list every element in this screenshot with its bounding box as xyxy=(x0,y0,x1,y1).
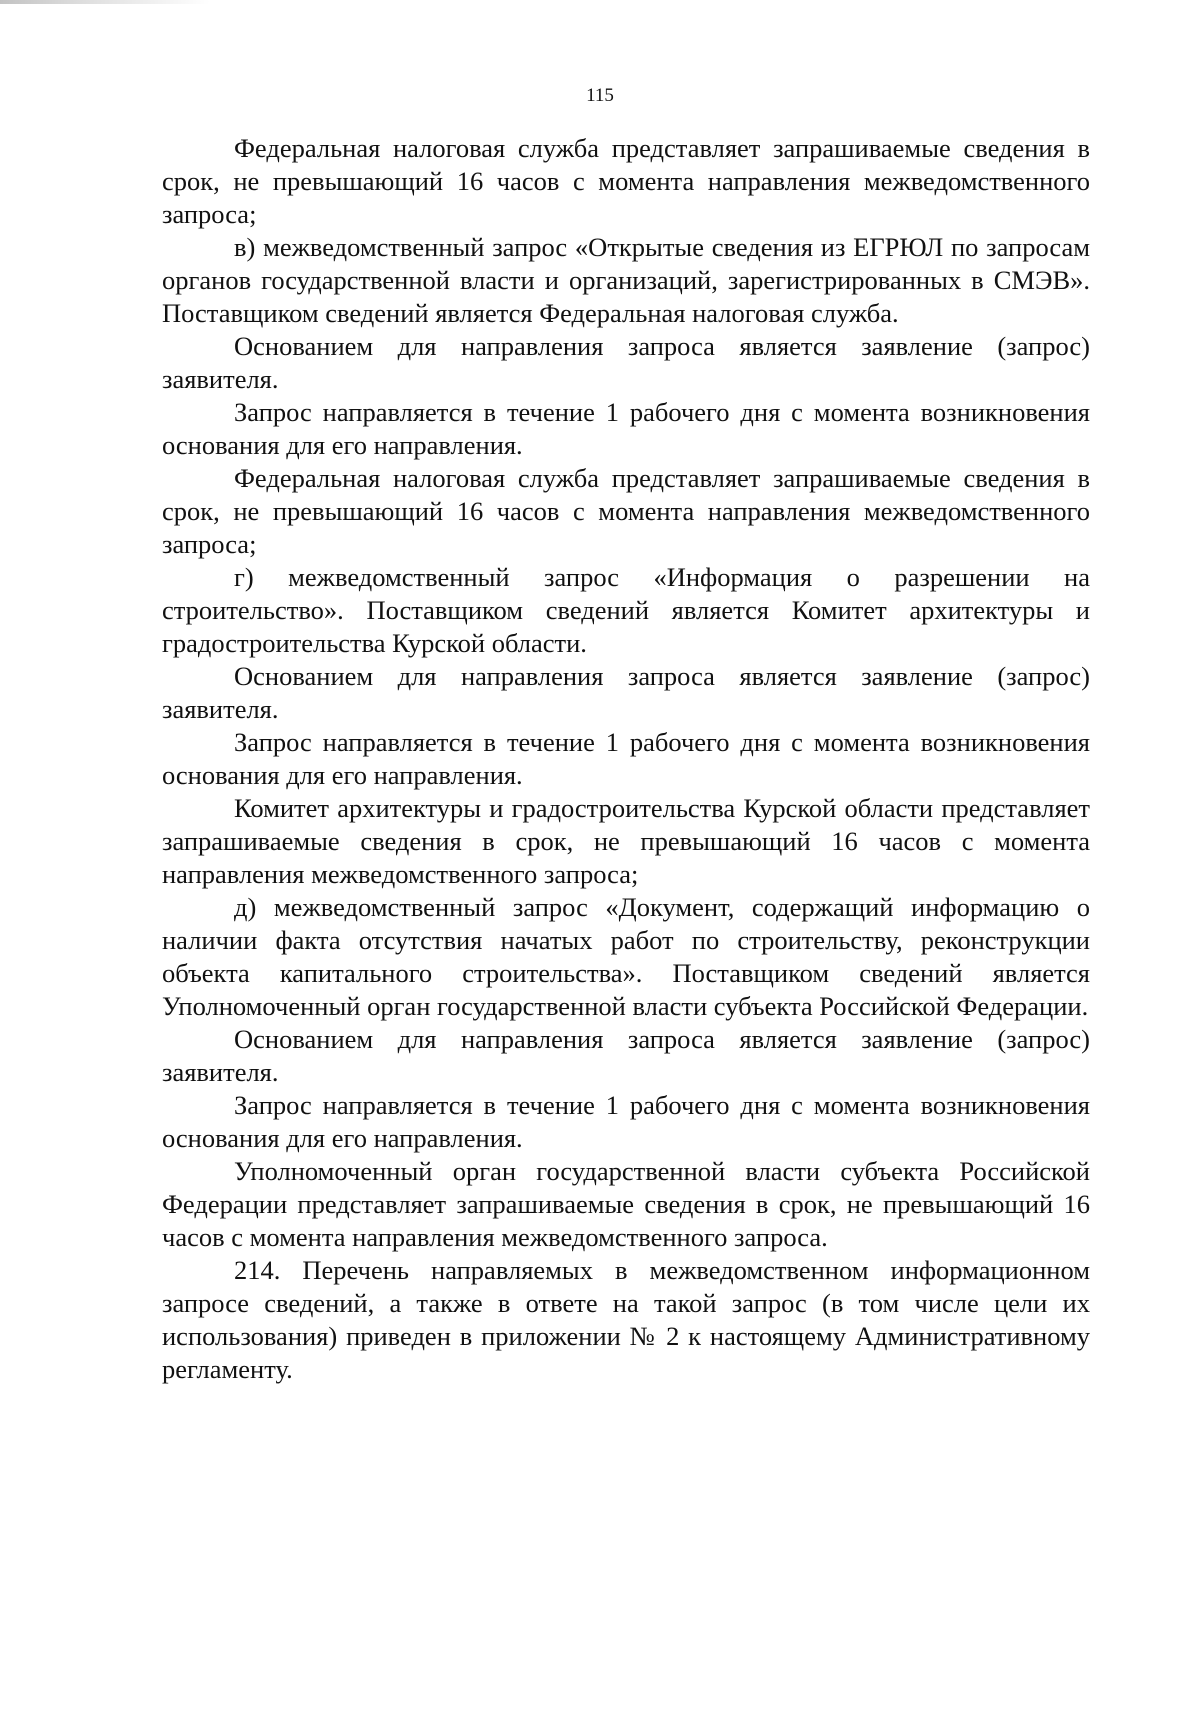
paragraph-timing-2: Запрос направляется в течение 1 рабочего дня с момента возникновения основания для его направления. xyxy=(162,727,1090,790)
paragraph-authority-deadline: Уполномоченный орган государственной власти субъекта Российской Федерации представляет запрашиваемые сведения в срок, не превышающий 16 часов с момента направления межведомственного запроса. xyxy=(162,1156,1090,1252)
paragraph-request-g-permit: г) межведомственный запрос «Информация о разрешении на строительство». Поставщиком сведений является Комитет архитектуры и градостроительства Курской области. xyxy=(162,562,1090,658)
scan-edge-artifact xyxy=(0,0,210,4)
page-number: 115 xyxy=(586,85,614,106)
paragraph-basis-1: Основанием для направления запроса является заявление (запрос) заявителя. xyxy=(162,331,1090,394)
paragraph-committee-deadline: Комитет архитектуры и градостроительства Курской области представляет запрашиваемые сведения в срок, не превышающий 16 часов с момента направления межведомственного запроса; xyxy=(162,793,1090,889)
paragraph-timing-1: Запрос направляется в течение 1 рабочего дня с момента возникновения основания для его направления. xyxy=(162,397,1090,460)
paragraph-request-d-document: д) межведомственный запрос «Документ, содержащий информацию о наличии факта отсутствия начатых работ по строительству, реконструкции объекта капитального строительства». Поставщиком сведений является Уполномоченный орган государственной власти субъекта Российской Федерации. xyxy=(162,892,1090,1021)
paragraph-request-v-egrul: в) межведомственный запрос «Открытые сведения из ЕГРЮЛ по запросам органов государственной власти и организаций, зарегистрированных в СМЭВ». Поставщиком сведений является Федеральная налоговая служба. xyxy=(162,232,1090,328)
paragraph-timing-3: Запрос направляется в течение 1 рабочего дня с момента возникновения основания для его направления. xyxy=(162,1090,1090,1153)
document-body xyxy=(162,132,1090,1386)
paragraph-item-214: 214. Перечень направляемых в межведомственном информационном запросе сведений, а также в ответе на такой запрос (в том числе цели их использования) приведен в приложении № 2 к настоящему Административному регламенту. xyxy=(162,1255,1090,1384)
paragraph-fns-deadline-1: Федеральная налоговая служба представляет запрашиваемые сведения в срок, не превышающий 16 часов с момента направления межведомственного запроса; xyxy=(162,133,1090,229)
paragraph-fns-deadline-2: Федеральная налоговая служба представляет запрашиваемые сведения в срок, не превышающий 16 часов с момента направления межведомственного запроса; xyxy=(162,463,1090,559)
paragraph-basis-3: Основанием для направления запроса является заявление (запрос) заявителя. xyxy=(162,1024,1090,1087)
paragraph-basis-2: Основанием для направления запроса является заявление (запрос) заявителя. xyxy=(162,661,1090,724)
